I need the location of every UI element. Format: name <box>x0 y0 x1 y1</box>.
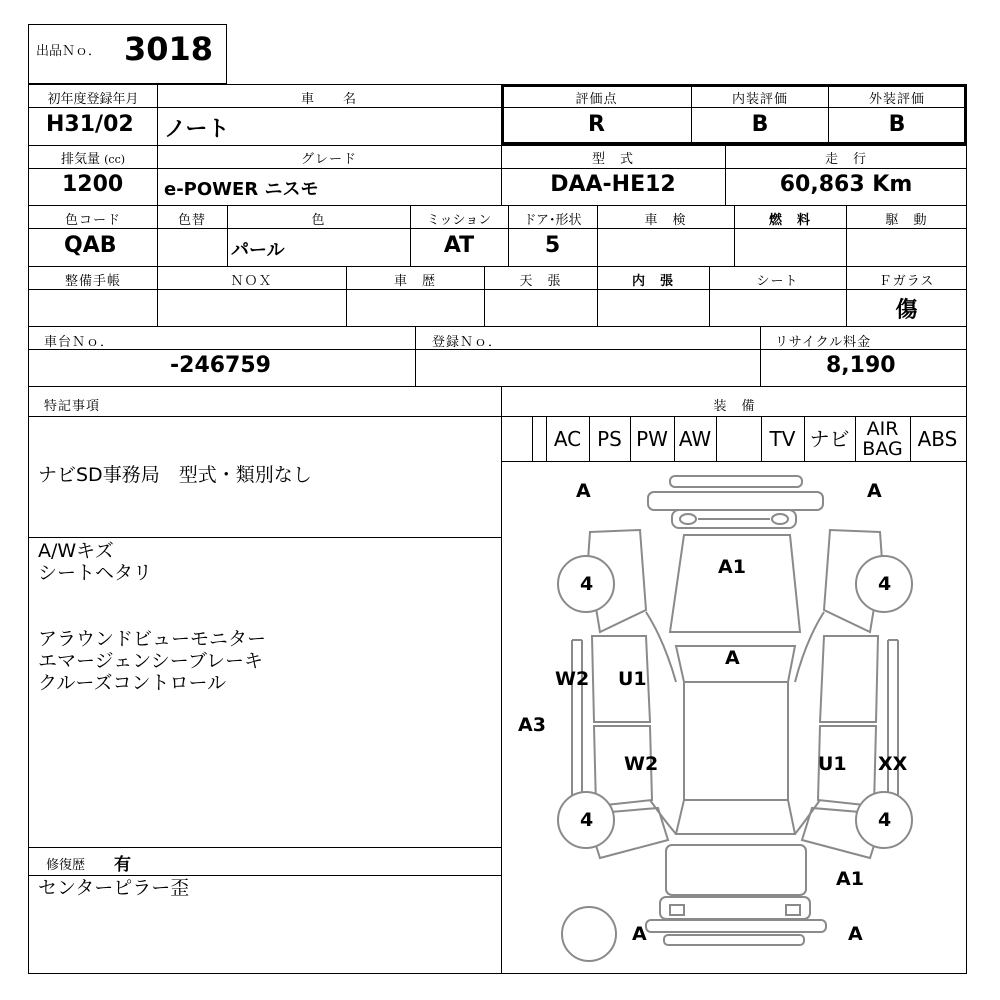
remarks-line1: ナビSD事務局 型式・類別なし <box>38 464 312 486</box>
mark-front-right: A <box>867 480 882 502</box>
remarks-line <box>38 606 266 628</box>
header-history: 車 歴 <box>393 274 436 289</box>
equip-pw: PW <box>636 427 668 451</box>
equip-abs: ABS <box>917 427 958 451</box>
row-line <box>28 266 967 267</box>
mark-right-rear-door: U1 <box>818 753 847 775</box>
mark-left-front-door-w2: W2 <box>555 668 590 690</box>
value-interior: B <box>751 112 769 137</box>
equip-divider <box>716 416 717 461</box>
header-fuel: 燃 料 <box>768 213 811 228</box>
mark-tire-rr: 4 <box>878 809 892 831</box>
remarks-line: A/Wキズ <box>38 540 114 562</box>
row-line <box>28 386 967 387</box>
value-chassis-no: -246759 <box>170 353 271 378</box>
header-exterior: 外装評価 <box>868 92 925 107</box>
header-name: 車 名 <box>300 92 357 107</box>
value-color: パール <box>231 240 285 261</box>
header-color: 色 <box>311 213 326 228</box>
mark-left-side: A3 <box>518 714 546 736</box>
repair-history-value: 有 <box>114 855 131 875</box>
row-line <box>28 537 502 538</box>
value-mileage: 60,863 Km <box>779 172 913 197</box>
header-displacement <box>30 148 156 167</box>
header-seat: シート <box>756 274 799 289</box>
equip-airbag-line1: AIR <box>866 418 899 440</box>
header-reg-no: 登録Ｎｏ． <box>432 335 503 350</box>
header-f-glass: Ｆガラス <box>878 274 935 289</box>
repair-note: センターピラー歪 <box>38 877 190 899</box>
mark-rear-quarter: A1 <box>836 868 864 890</box>
value-model: DAA-HE12 <box>550 172 676 197</box>
listing-number-label: 出品Ｎｏ． <box>36 44 102 59</box>
equip-divider <box>532 416 533 461</box>
header-chassis-no: 車台Ｎｏ． <box>44 335 115 350</box>
header-door-shape: ドア･形状 <box>523 213 582 228</box>
header-inner: 内 張 <box>631 274 674 289</box>
value-exterior: B <box>888 112 906 137</box>
value-doors: 5 <box>544 233 561 258</box>
value-f-glass: 傷 <box>895 298 918 323</box>
header-color-code: 色コード <box>64 213 121 228</box>
remarks-block2 <box>38 540 266 694</box>
equip-navi: ナビ <box>809 427 850 451</box>
remarks-line <box>38 584 266 606</box>
remarks-line: シートヘタリ <box>38 562 153 584</box>
header-color-change: 色替 <box>177 213 206 228</box>
row-line <box>28 847 502 848</box>
remarks-line: アラウンドビューモニター <box>38 628 267 650</box>
mark-tire-fr: 4 <box>878 573 892 595</box>
equip-airbag <box>855 417 910 461</box>
mark-rear-left: A <box>632 923 647 945</box>
header-interior: 内装評価 <box>731 92 788 107</box>
row-line <box>28 205 967 206</box>
header-drive: 駆 動 <box>885 213 928 228</box>
row-line <box>28 145 967 146</box>
repair-history-label: 修復歴 <box>46 858 86 873</box>
mark-right-side: XX <box>878 753 908 775</box>
col-line <box>760 326 761 386</box>
value-recycle: 8,190 <box>826 353 896 378</box>
value-displacement: 1200 <box>62 172 124 197</box>
header-mileage: 走 行 <box>824 152 867 167</box>
mark-left-front-door-u1: U1 <box>618 668 647 690</box>
row-line <box>28 168 967 169</box>
mark-rear-right: A <box>848 923 863 945</box>
header-score: 評価点 <box>575 92 618 107</box>
mark-tire-fl: 4 <box>580 573 594 595</box>
car-body-diagram <box>502 462 966 973</box>
header-remarks: 特記事項 <box>44 399 101 414</box>
header-nox: ＮＯＸ <box>230 274 273 289</box>
header-ceiling: 天 張 <box>519 274 562 289</box>
equip-airbag-line2: BAG <box>862 438 903 460</box>
header-maintenance: 整備手帳 <box>64 274 121 289</box>
mark-roof: A <box>725 647 740 669</box>
row-line <box>28 228 967 229</box>
listing-number-value: 3018 <box>124 30 214 68</box>
row-line <box>28 326 967 327</box>
equip-aw: AW <box>678 427 712 451</box>
header-first-reg: 初年度登録年月 <box>47 92 139 107</box>
value-score: R <box>588 112 605 137</box>
header-mission: ミッション <box>426 213 492 228</box>
value-name: ノート <box>164 117 230 142</box>
value-grade: e-POWER ニスモ <box>164 179 319 200</box>
value-first-reg: H31/02 <box>46 112 134 137</box>
header-displacement-unit: (cc) <box>104 153 126 166</box>
equip-ps: PS <box>597 427 622 451</box>
header-inspection: 車 検 <box>644 213 687 228</box>
equip-ac: AC <box>553 427 582 451</box>
row-line <box>28 875 502 876</box>
col-line <box>415 326 416 386</box>
equip-tv: TV <box>769 427 796 451</box>
mark-front-left: A <box>576 480 591 502</box>
mark-tire-rl: 4 <box>580 809 594 831</box>
value-mission: AT <box>443 233 475 258</box>
row-line <box>28 289 967 290</box>
header-grade: グレード <box>300 152 357 167</box>
remarks-line: エマージェンシーブレーキ <box>38 650 264 672</box>
mark-hood: A1 <box>718 556 746 578</box>
value-color-code: QAB <box>64 233 117 258</box>
mark-left-rear-door: W2 <box>624 753 659 775</box>
header-recycle: リサイクル料金 <box>775 335 872 350</box>
header-displacement-label: 排気量 <box>60 152 100 167</box>
header-model: 型 式 <box>591 152 634 167</box>
header-equipment: 装 備 <box>713 399 756 414</box>
remarks-line: クルーズコントロール <box>38 672 227 694</box>
